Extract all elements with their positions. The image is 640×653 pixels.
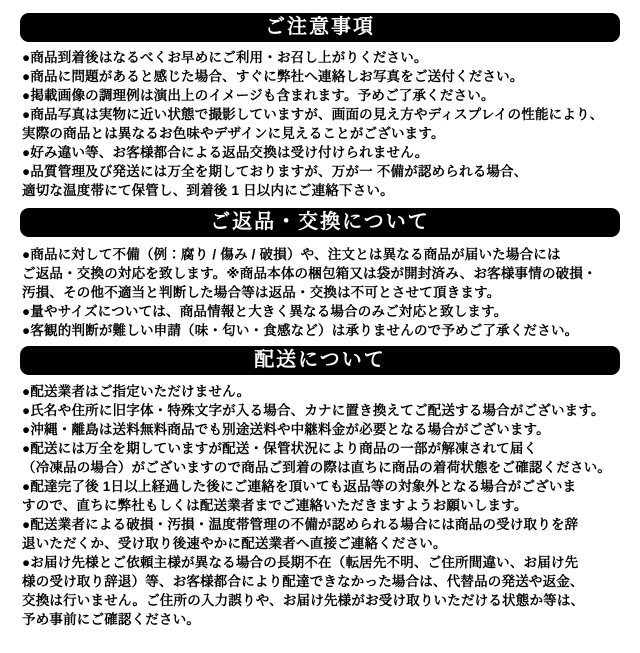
- shipping-title-bar: [20, 346, 620, 375]
- notice-line: ●掲載画像の調理例は演出上のイメージも含まれます。予めご了承ください。: [22, 88, 495, 103]
- notice-line: ●氏名や住所に旧字体・特殊文字が入る場合、カナに置き換えてご配送する場合がございます。: [22, 403, 605, 418]
- notice-line: ご返品・交換の対応を致します。※商品本体の梱包箱又は袋が開封済み、お客様事情の破損・: [22, 266, 597, 281]
- returns-lines: [22, 245, 632, 340]
- notice-line: すので、直ちに弊社もしくは配送業者までご連絡いただきますようお願いします。: [22, 498, 528, 513]
- product-notice-page: [0, 13, 640, 653]
- notice-line: 予め事前にご確認ください。: [22, 612, 201, 627]
- notice-line: ●沖縄・離島は送料無料商品でも別途送料や中継料金が必要となる場合がございます。: [22, 422, 550, 437]
- notice-line: ●商品に対して不備（例：腐り / 傷み / 破損）や、注文とは異なる商品が届いた場合には: [22, 247, 561, 262]
- section-shipping: [0, 346, 640, 629]
- notice-line: ●配達完了後 1日以上経過した後にご連絡を頂いても返品等の対象外となる場合がございま: [22, 479, 577, 494]
- notice-line: ●商品に問題があると感じた場合、すぐに弊社へ連絡しお写真をご送付ください。: [22, 69, 524, 84]
- notice-line: ●商品到着後はなるべくお早めにご利用・お召し上がりください。: [22, 50, 428, 65]
- notes-title: ご注意事項: [265, 15, 375, 38]
- shipping-lines: [22, 382, 632, 629]
- notes-lines: [22, 48, 632, 200]
- notice-line: ●配送業者はご指定いただけません。: [22, 384, 251, 399]
- notice-line: 適切な温度帯にて保管し、到着後 1 日以内にご連絡下さい。: [22, 183, 394, 198]
- notice-line: 退いただくか、受け取り後速やかに配送業者へ直接ご連絡ください。: [22, 536, 447, 551]
- returns-title: ご返品・交換について: [210, 210, 430, 233]
- notice-line: ●好み違い等、お客様都合による返品交換は受け付けられません。: [22, 145, 429, 160]
- returns-title-bar: [20, 208, 620, 237]
- notice-line: 実際の商品とは異なるお色味やデザインに見えることがございます。: [22, 126, 445, 141]
- section-notes: [0, 13, 640, 200]
- notice-line: 様の受け取り辞退）等、お客様都合により配達できなかった場合は、代替品の発送や返金、: [22, 574, 584, 589]
- notice-line: ●配送には万全を期していますが配送・保管状況により商品の一部が解凍されて届く: [22, 441, 538, 456]
- notice-line: ●お届け先様とご依頼主様が異なる場合の長期不在（転居先不明、ご住所間違い、お届け先: [22, 555, 579, 570]
- notice-line: 汚損、その他不適当と判断した場合等は返品・交換は不可とさせて頂きます。: [22, 285, 501, 300]
- notice-line: ●品質管理及び発送には万全を期しておりますが、万が一 不備が認められる場合、: [22, 164, 528, 179]
- section-returns: [0, 208, 640, 340]
- notice-line: ●配送業者による破損・汚損・温度帯管理の不備が認められる場合には商品の受け取りを辞: [22, 517, 579, 532]
- notice-line: （冷凍品の場合）がございますので商品ご到着の際は直ちに商品の着荷状態をご確認ください。: [22, 460, 612, 475]
- notice-line: ●商品写真は実物に近い状態で撮影していますが、画面の見え方やディスプレイの性能により、: [22, 107, 604, 122]
- notice-line: ●客観的判断が難しい申請（味・匂い・食感など）は承りませんので予めご了承ください。: [22, 323, 579, 338]
- shipping-title: 配送について: [254, 348, 386, 371]
- notice-line: ●量やサイズについては、商品情報と大きく異なる場合のみご対応と致します。: [22, 304, 508, 319]
- notes-title-bar: [20, 13, 620, 42]
- notice-line: 交換は行いません。ご住所の入力誤りや、お届け先様がお受け取りいただける状態か等は、: [22, 593, 585, 608]
